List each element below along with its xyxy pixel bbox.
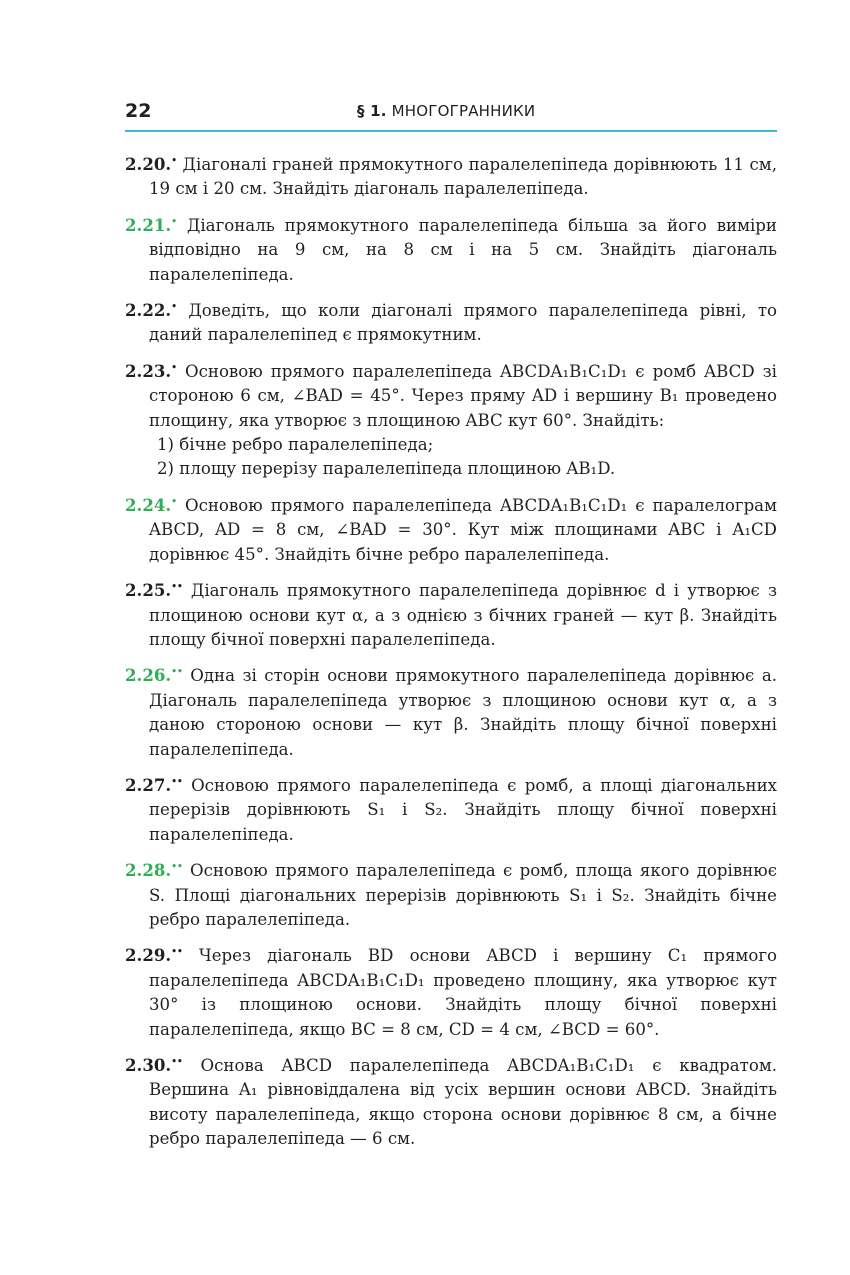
problem-text: Діагональ прямокутного паралелепіпеда більша за його виміри відповідно на 9 см, на 8 см і на 5 см. Знайдіть діагональ паралелепіпеда.	[149, 215, 777, 284]
difficulty-mark: ••	[171, 947, 183, 958]
difficulty-mark: •	[171, 362, 177, 373]
difficulty-mark: ••	[171, 862, 183, 873]
difficulty-mark: •	[171, 302, 177, 313]
sub-item-1: 1) бічне ребро паралелепіпеда;	[157, 435, 434, 455]
page-header	[125, 96, 777, 132]
sub-item-2: 2) площу перерізу паралелепіпеда площиною AB₁D.	[157, 459, 616, 479]
problem-number: 2.28.••	[125, 860, 183, 881]
page-number: 22	[125, 100, 152, 122]
difficulty-mark: ••	[171, 582, 183, 593]
problem-2-21	[125, 213, 777, 287]
difficulty-mark: ••	[171, 776, 183, 787]
problem-text: Основою прямого паралелепіпеда є ромб, а площі діагональних перерізів дорівнюють S₁ і S₂. Знайдіть площу бічної поверхні паралелепіпеда.	[149, 775, 777, 844]
problem-2-24	[125, 493, 777, 567]
problem-number: 2.27.••	[125, 774, 183, 795]
section-title	[357, 102, 535, 120]
problem-text: Через діагональ BD основи ABCD і вершину C₁ прямого паралелепіпеда ABCDA₁B₁C₁D₁ проведено площину, яка утворює кут 30° із площиною основи. Знайдіть площу бічної поверхні паралелепіпеда, якщо BC = 8 см, CD = 4 см, ∠BCD = 60°.	[149, 946, 778, 1039]
problem-text: Основою прямого паралелепіпеда ABCDA₁B₁C₁D₁ є ромб ABCD зі стороною 6 см, ∠BAD = 45°. Через пряму AD і вершину B₁ проведено площину, яка утворює з площиною ABC кут 60°. Знайдіть:	[149, 361, 777, 430]
section-mark: § 1.	[357, 102, 387, 120]
problem-2-25	[125, 578, 777, 652]
problem-2-26	[125, 663, 777, 762]
problem-number: 2.30.••	[125, 1055, 183, 1075]
problem-number: 2.25.••	[125, 580, 183, 601]
problem-number: 2.23.•	[125, 360, 177, 381]
problem-number: 2.29.••	[125, 945, 183, 966]
problem-2-30	[125, 1053, 777, 1152]
problem-2-23	[125, 359, 777, 482]
problem-text: Діагональ прямокутного паралелепіпеда дорівнює d і утворює з площиною основи кут α, а з однією з бічних граней — кут β. Знайдіть площу бічної поверхні паралелепіпеда.	[149, 581, 777, 649]
difficulty-mark: •	[171, 156, 177, 166]
problem-number: 2.20.•	[125, 154, 177, 174]
problem-number: 2.26.••	[125, 665, 183, 686]
difficulty-mark: •	[171, 216, 177, 227]
problem-2-22	[125, 298, 777, 348]
difficulty-mark: •	[171, 496, 177, 507]
problem-number: 2.24.•	[125, 494, 177, 515]
problem-text: Основою прямого паралелепіпеда є ромб, площа якого дорівнює S. Площі діагональних перерізів дорівнюють S₁ і S₂. Знайдіть бічне ребро паралелепіпеда.	[149, 861, 777, 929]
problem-number: 2.21.•	[125, 214, 177, 235]
problem-number: 2.22.•	[125, 300, 177, 321]
problem-text: Доведіть, що коли діагоналі прямого паралелепіпеда рівні, то даний паралелепіпед є прямокутним.	[149, 301, 777, 345]
problem-text: Основою прямого паралелепіпеда ABCDA₁B₁C₁D₁ є паралелограм ABCD, AD = 8 см, ∠BAD = 30°. Кут між площинами ABC і A₁CD дорівнює 45°. Знайдіть бічне ребро паралелепіпеда.	[149, 495, 777, 564]
problem-text: Діагоналі граней прямокутного паралелепіпеда дорівнюють 11 см, 19 см і 20 см. Знайдіть діагональ паралелепіпеда.	[149, 155, 777, 199]
problem-2-28	[125, 858, 777, 932]
difficulty-mark: ••	[171, 1057, 183, 1067]
problem-text: Основа ABCD паралелепіпеда ABCDA₁B₁C₁D₁ є квадратом. Вершина A₁ рівновіддалена від усіх вершин основи ABCD. Знайдіть висоту паралелепіпеда, якщо сторона основи дорівнює 8 см, а бічне ребро паралелепіпеда — 6 см.	[149, 1056, 777, 1149]
problem-2-29	[125, 943, 777, 1042]
difficulty-mark: ••	[171, 667, 183, 678]
problem-list	[125, 152, 777, 1163]
problem-2-20	[125, 152, 777, 202]
problem-2-27	[125, 773, 777, 847]
problem-text: Одна зі сторін основи прямокутного паралелепіпеда дорівнює a. Діагональ паралелепіпеда утворює з площиною основи кут α, а з даною стороною основи — кут β. Знайдіть площу бічної поверхні паралелепіпеда.	[149, 666, 777, 759]
section-title-text: МНОГОГРАННИКИ	[391, 102, 536, 120]
